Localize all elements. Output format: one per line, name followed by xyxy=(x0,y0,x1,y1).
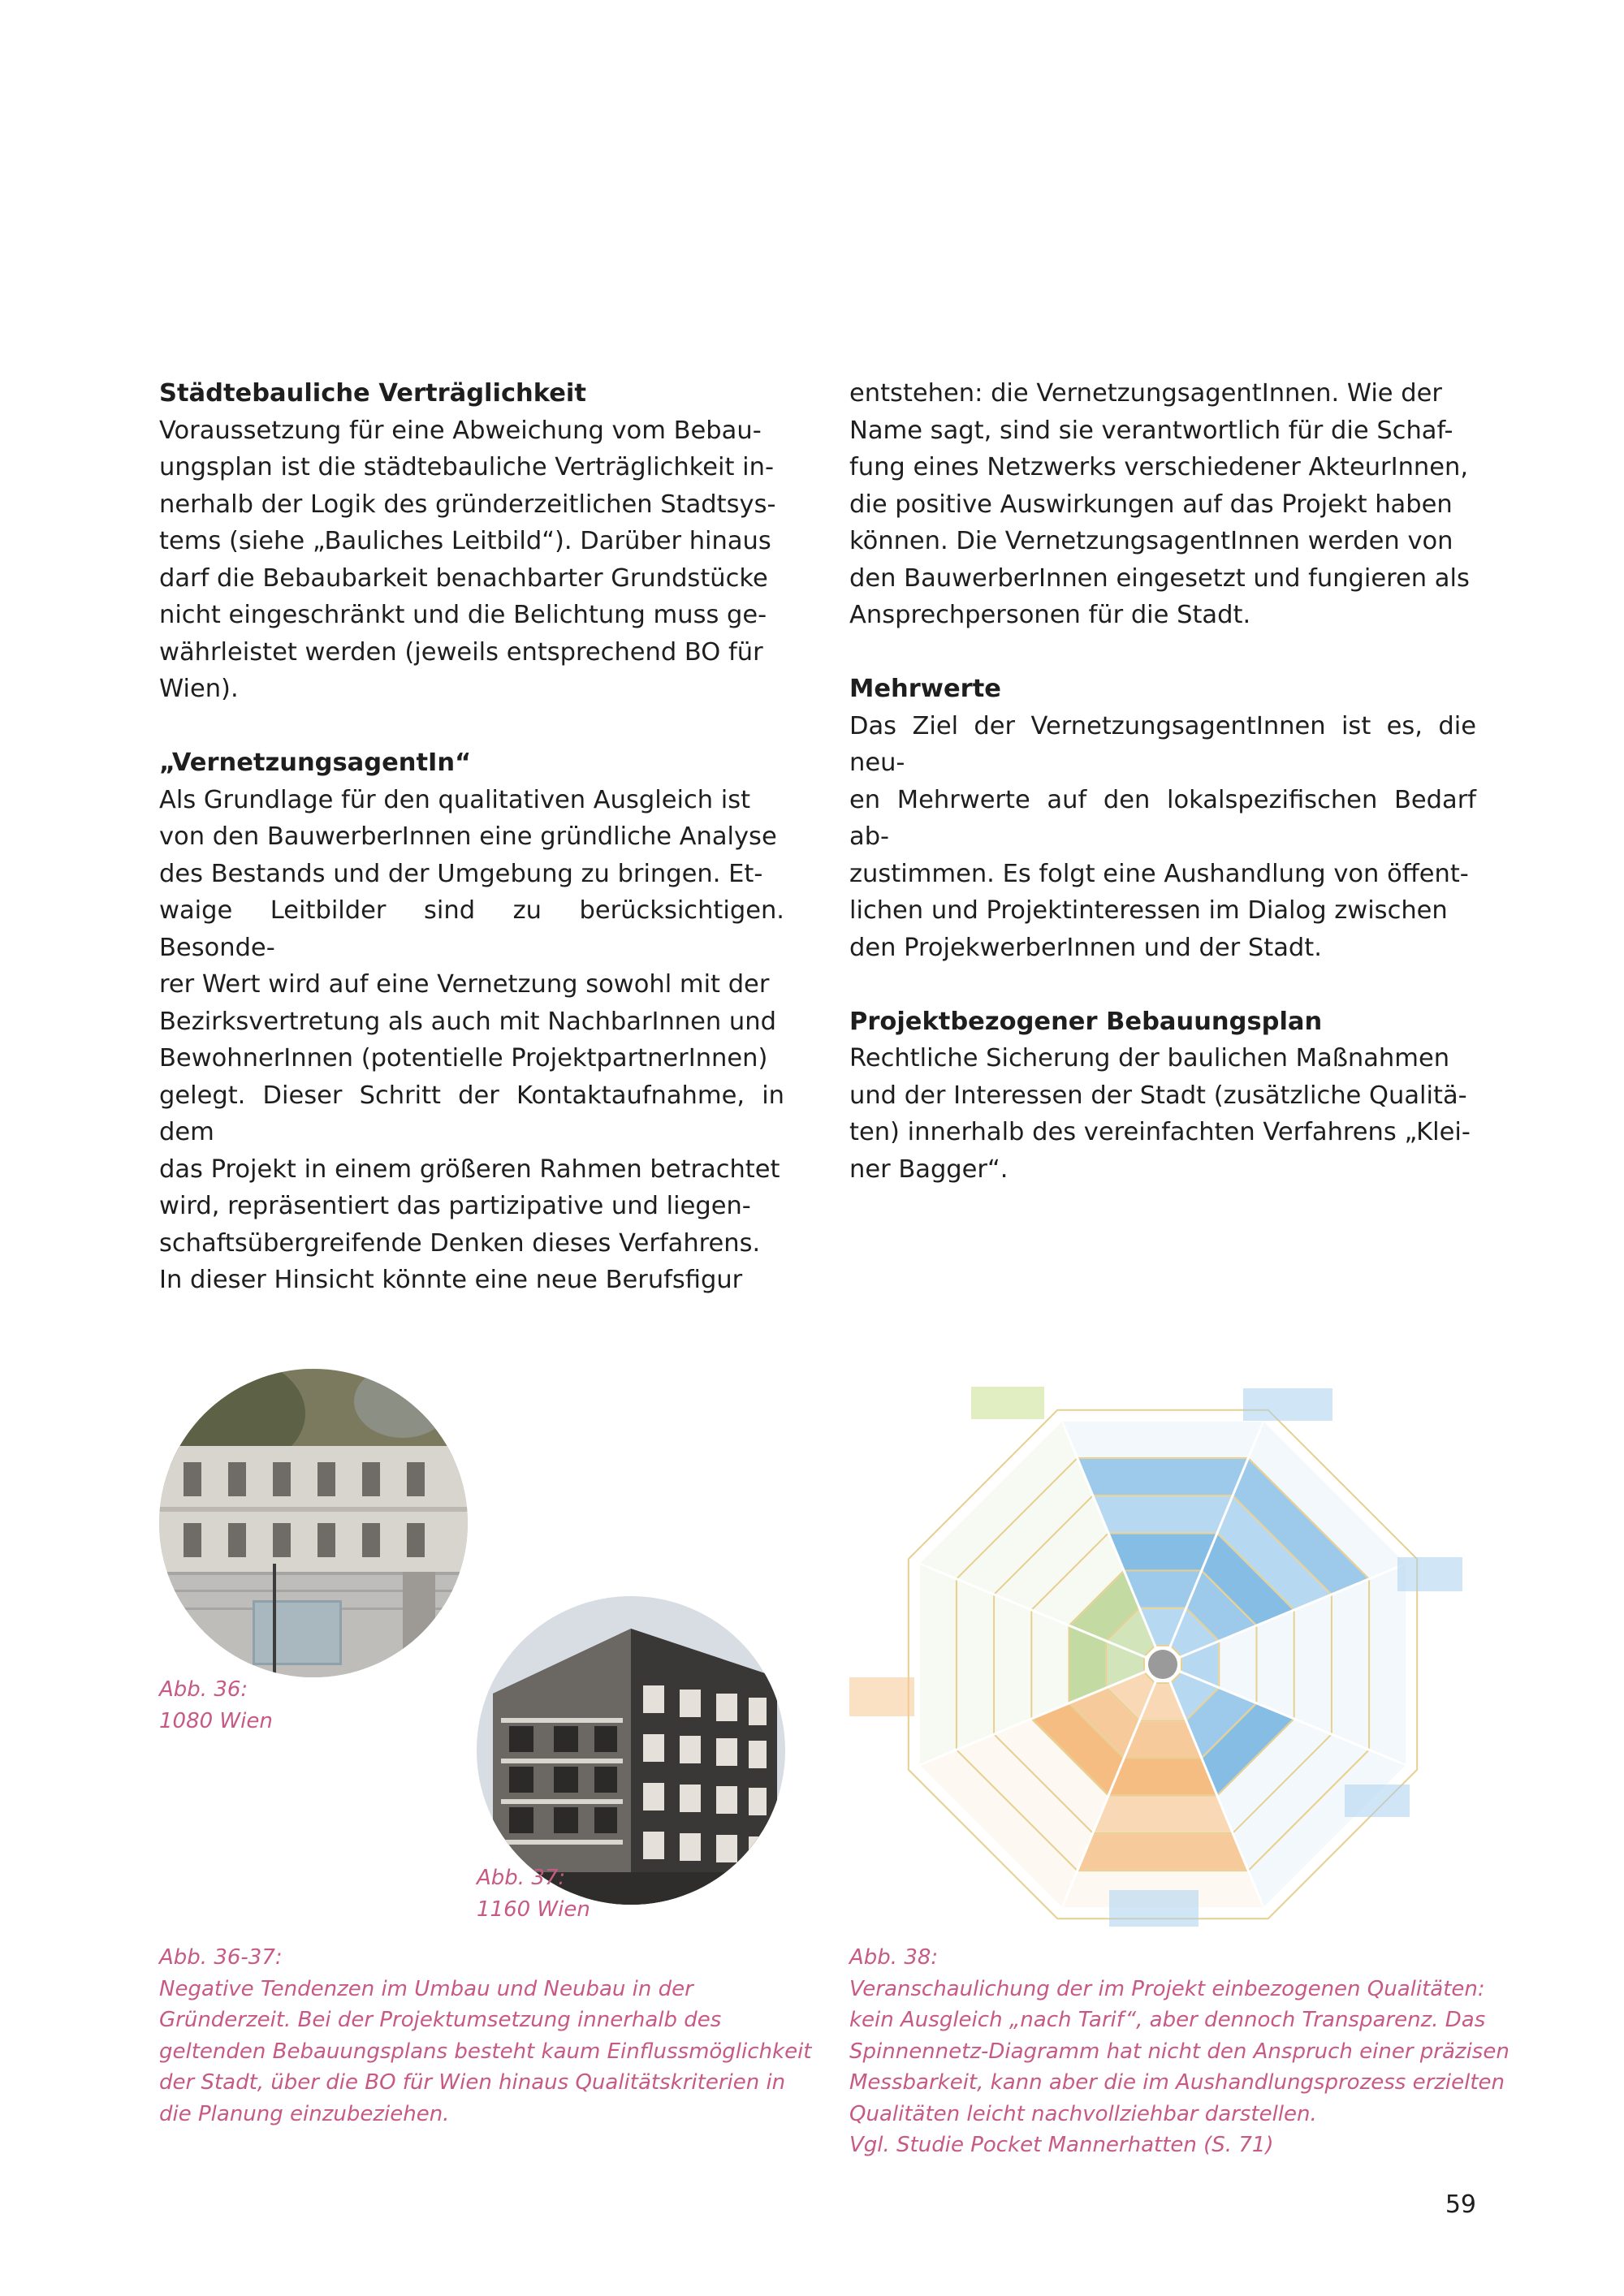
spider-web-rings xyxy=(909,1410,1417,1918)
heading-mehrwerte: Mehrwerte xyxy=(849,675,1001,703)
caption-line: Messbarkeit, kann aber die im Aushandlungsprozess erzielten xyxy=(849,2070,1505,2095)
paragraph-line: ungsplan ist die städtebauliche Verträglichkeit in- xyxy=(159,453,774,481)
caption-line: Veranschaulichung der im Projekt einbezogenen Qualitäten: xyxy=(849,1976,1485,2001)
label-box-bottom xyxy=(1109,1890,1199,1927)
photo-1080-wien xyxy=(159,1369,468,1677)
paragraph-line: In dieser Hinsicht könnte eine neue Berufsfigur xyxy=(159,1266,743,1294)
caption-abb-37 xyxy=(477,1862,590,1925)
web-cell xyxy=(1108,1533,1217,1570)
paragraph-line: Bezirksvertretung als auch mit NachbarInnen und xyxy=(159,1007,776,1036)
paragraph-line: den BauwerberInnen eingesetzt und fungieren als xyxy=(849,563,1470,593)
caption-line: Qualitäten leicht nachvollziehbar darstellen. xyxy=(849,2101,1317,2126)
photo-1160-wien-image xyxy=(477,1596,785,1905)
web-cell xyxy=(1108,1758,1217,1795)
web-cell xyxy=(1294,1595,1332,1734)
paragraph-line: nicht eingeschränkt und die Belichtung muss ge- xyxy=(159,601,767,629)
paragraph-line: fung eines Netzwerks verschiedener AkteurInnen, xyxy=(849,453,1469,481)
heading-projektbezogener-bebauungsplan: Projektbezogener Bebauungsplan xyxy=(849,1007,1323,1036)
paragraph-line: ten) innerhalb des vereinfachten Verfahrens „Klei- xyxy=(849,1118,1471,1146)
photo-1160-wien xyxy=(477,1596,785,1905)
paragraph-line: Das Ziel der VernetzungsagentInnen ist es, die neu- xyxy=(849,711,1476,777)
web-cell xyxy=(1332,1579,1369,1750)
caption-line: die Planung einzubeziehen. xyxy=(159,2101,450,2126)
caption-abb-36-37 xyxy=(159,1942,812,2130)
caption-line: kein Ausgleich „nach Tarif“, aber dennoch Transparenz. Das xyxy=(849,2008,1486,2032)
web-center xyxy=(1148,1650,1177,1679)
caption-label: Abb. 38: xyxy=(849,1945,939,1970)
caption-line: Gründerzeit. Bei der Projektumsetzung innerhalb des xyxy=(159,2008,722,2032)
label-box-left xyxy=(849,1677,914,1716)
label-box-top-left xyxy=(971,1387,1044,1419)
label-box-top-right xyxy=(1243,1388,1332,1421)
caption-line: Negative Tendenzen im Umbau und Neubau in der xyxy=(159,1976,693,2001)
paragraph-line: und der Interessen der Stadt (zusätzliche Qualitä- xyxy=(849,1081,1467,1110)
photo-1080-wien-image xyxy=(159,1369,468,1677)
paragraph-line: entstehen: die VernetzungsagentInnen. Wie der xyxy=(849,379,1442,408)
web-cell xyxy=(1078,1458,1248,1495)
web-cell xyxy=(1031,1610,1069,1719)
paragraph-line: Voraussetzung für eine Abweichung vom Bebau- xyxy=(159,416,762,445)
caption-label: Abb. 37: xyxy=(477,1866,566,1890)
paragraph-line: des Bestands und der Umgebung zu bringen. Et- xyxy=(159,859,763,888)
paragraph-line: waige Leitbilder sind zu berücksichtigen. Besonde- xyxy=(159,896,784,962)
caption-line: geltenden Bebauungsplans besteht kaum Einflussmöglichkeit xyxy=(159,2039,812,2064)
paragraph-line: en Mehrwerte auf den lokalspezifischen Bedarf ab- xyxy=(849,785,1476,851)
paragraph-line: Wien). xyxy=(159,675,239,703)
paragraph-line: tems (siehe „Bauliches Leitbild“). Darüber hinaus xyxy=(159,527,771,555)
paragraph-line: ner Bagger“. xyxy=(849,1154,1009,1184)
caption-label: Abb. 36: xyxy=(159,1677,248,1702)
paragraph-line: Name sagt, sind sie verantwortlich für die Schaf- xyxy=(849,416,1453,445)
caption-text: 1160 Wien xyxy=(477,1897,590,1922)
paragraph-line: von den BauwerberInnen eine gründliche Analyse xyxy=(159,822,777,851)
paragraph-line: zustimmen. Es folgt eine Aushandlung von öffent- xyxy=(849,859,1469,888)
label-box-right xyxy=(1397,1557,1462,1591)
paragraph-line: Ansprechpersonen für die Stadt. xyxy=(849,601,1251,629)
spider-web-diagram-svg xyxy=(849,1370,1476,1935)
caption-line: der Stadt, über die BO für Wien hinaus Qualitätskriterien in xyxy=(159,2070,786,2095)
paragraph-line: den ProjekwerberInnen und der Stadt. xyxy=(849,933,1322,962)
paragraph-line: lichen und Projektinteressen im Dialog zwischen xyxy=(849,896,1448,925)
paragraph-line: können. Die VernetzungsagentInnen werden von xyxy=(849,527,1453,555)
web-cell xyxy=(957,1579,994,1750)
caption-label: Abb. 36-37: xyxy=(159,1945,283,1970)
paragraph-line: schaftsübergreifende Denken dieses Verfahrens. xyxy=(159,1228,761,1258)
spider-web-diagram xyxy=(849,1370,1476,1935)
web-cell xyxy=(919,1564,957,1766)
caption-line: Vgl. Studie Pocket Mannerhatten (S. 71) xyxy=(849,2133,1274,2157)
web-cell xyxy=(1369,1564,1406,1766)
web-cell xyxy=(994,1595,1031,1734)
paragraph-line: Als Grundlage für den qualitativen Ausgleich ist xyxy=(159,785,751,814)
caption-text: 1080 Wien xyxy=(159,1708,273,1733)
paragraph-line: darf die Bebaubarkeit benachbarter Grundstücke xyxy=(159,563,768,593)
paragraph-line: BewohnerInnen (potentielle ProjektpartnerInnen) xyxy=(159,1044,768,1072)
page-number: 59 xyxy=(1445,2190,1476,2219)
caption-abb-38 xyxy=(849,1942,1510,2161)
paragraph-line: nerhalb der Logik des gründerzeitlichen Stadtsys- xyxy=(159,490,776,519)
web-cell xyxy=(1078,1833,1248,1871)
paragraph-line: Rechtliche Sicherung der baulichen Maßnahmen xyxy=(849,1044,1450,1072)
caption-abb-36 xyxy=(159,1674,273,1737)
heading-vernetzungsagentin: „VernetzungsagentIn“ xyxy=(159,749,472,777)
spacer xyxy=(849,634,1476,671)
web-cell xyxy=(1062,1421,1264,1458)
paragraph-line: wird, repräsentiert das partizipative und liegen- xyxy=(159,1192,751,1220)
paragraph-line: das Projekt in einem größeren Rahmen betrachtet xyxy=(159,1154,780,1184)
heading-staedtebauliche-vertraeglichkeit: Städtebauliche Verträglichkeit xyxy=(159,379,586,408)
caption-line: Spinnennetz-Diagramm hat nicht den Anspruch einer präzisen xyxy=(849,2039,1510,2064)
label-box-bottom-right xyxy=(1345,1785,1410,1817)
paragraph-line: gelegt. Dieser Schritt der Kontaktaufnahme, in dem xyxy=(159,1081,784,1146)
right-text-column xyxy=(849,375,1476,1188)
web-cell xyxy=(1093,1495,1233,1533)
spacer xyxy=(159,708,784,745)
paragraph-line: rer Wert wird auf eine Vernetzung sowohl mit der xyxy=(159,970,770,999)
web-cell xyxy=(1093,1796,1233,1833)
paragraph-line: währleistet werden (jeweils entsprechend BO für xyxy=(159,637,763,667)
left-text-column xyxy=(159,375,784,1299)
paragraph-line: die positive Auswirkungen auf das Projekt haben xyxy=(849,490,1453,519)
spacer xyxy=(849,966,1476,1003)
web-cell xyxy=(1256,1610,1294,1719)
